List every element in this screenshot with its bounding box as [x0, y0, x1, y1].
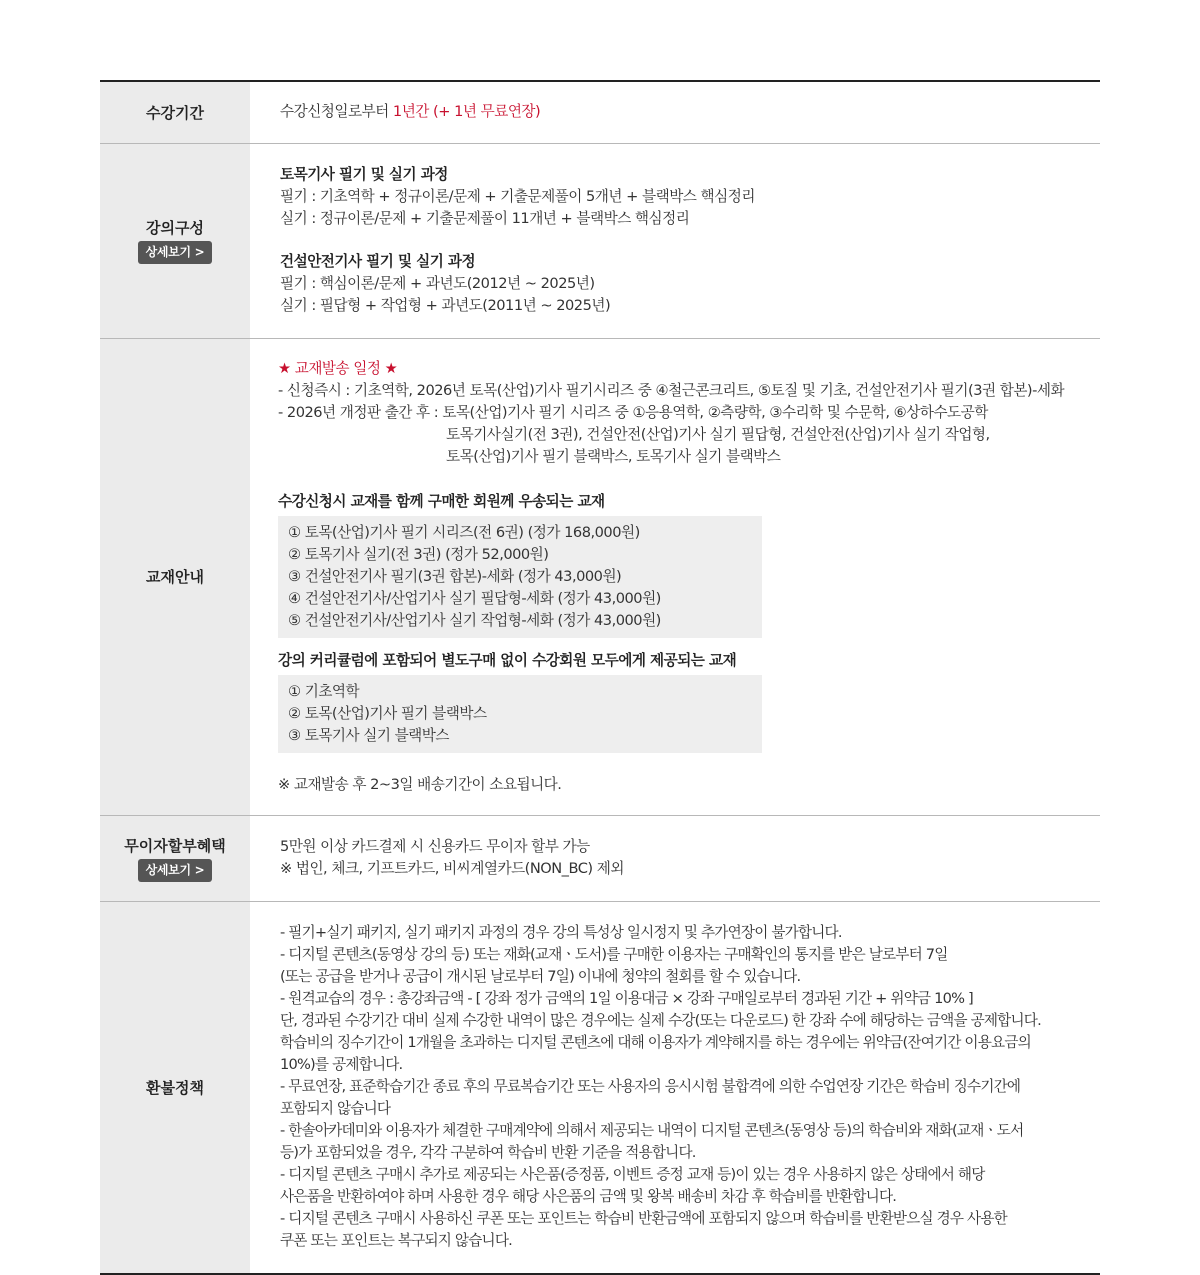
installment-row [100, 815, 1100, 901]
refund-line: - 필기+실기 패키지, 실기 패키지 과정의 경우 강의 특성상 일시정지 및 추가연장이 불가합니다. [280, 924, 842, 942]
paid-textbook-title: 수강신청시 교재를 함께 구매한 회원께 우송되는 교재 [278, 492, 605, 510]
period-content [250, 81, 1100, 143]
paid-textbook-box [278, 516, 762, 638]
textbook-row [100, 338, 1100, 815]
refund-header-label: 환불정책 [146, 1078, 204, 1097]
period-header [100, 81, 250, 143]
refund-content [250, 901, 1100, 1274]
installment-header [100, 815, 250, 901]
refund-line: 사은품을 반환하여야 하며 사용한 경우 해당 사은품의 금액 및 왕복 배송비 차감 후 학습비를 반환합니다. [280, 1188, 897, 1206]
refund-line: 포함되지 않습니다 [280, 1100, 391, 1118]
paid-textbook-item: ④ 건설안전기사/산업기사 실기 필답형-세화 (정가 43,000원) [288, 589, 661, 607]
course-info-table [100, 80, 1100, 1275]
course2-line: 필기 : 핵심이론/문제 + 과년도(2012년 ~ 2025년) [280, 275, 595, 292]
refund-line: 쿠폰 또는 포인트는 복구되지 않습니다. [280, 1232, 512, 1250]
refund-line: 학습비의 징수기간이 1개월을 초과하는 디지털 콘텐츠에 대해 이용자가 계약해지를 하는 경우에는 위약금(잔여기간 이용요금의 [280, 1034, 1031, 1052]
schedule-line: - 신청즉시 : 기초역학, 2026년 토목(산업)기사 필기시리즈 중 ④철근콘크리트, ⑤토질 및 기초, 건설안전기사 필기(3권 합본)-세화 [278, 381, 1065, 399]
refund-line: - 디지털 콘텐츠(동영상 강의 등) 또는 재화(교재ㆍ도서)를 구매한 이용자는 구매확인의 통지를 받은 날로부터 7일 [280, 946, 948, 964]
period-text: 수강신청일로부터 [280, 103, 393, 121]
course-info [100, 80, 1100, 1275]
refund-line: 등)가 포함되었을 경우, 각각 구분하여 학습비 반환 기준을 적용합니다. [280, 1144, 696, 1162]
lecture-header [100, 143, 250, 338]
course1-line: 실기 : 정규이론/문제 + 기출문제풀이 11개년 + 블랙박스 핵심정리 [280, 210, 690, 227]
installment-line: ※ 법인, 체크, 기프트카드, 비씨계열카드(NON_BC) 제외 [280, 860, 624, 877]
shipping-note: ※ 교재발송 후 2~3일 배송기간이 소요됩니다. [278, 775, 562, 793]
paid-textbook-item: ② 토목기사 실기(전 3권) (정가 52,000원) [288, 545, 549, 563]
textbook-header [100, 338, 250, 815]
paid-textbook-item: ① 토목(산업)기사 필기 시리즈(전 6권) (정가 168,000원) [288, 523, 640, 541]
paid-textbook-item: ③ 건설안전기사 필기(3권 합본)-세화 (정가 43,000원) [288, 567, 622, 585]
free-textbook-item: ① 기초역학 [288, 682, 360, 700]
lecture-content [250, 143, 1100, 338]
refund-line: - 무료연장, 표준학습기간 종료 후의 무료복습기간 또는 사용자의 응시시험 불합격에 의한 수업연장 기간은 학습비 징수기간에 [280, 1078, 1021, 1096]
course2-line: 실기 : 필답형 + 작업형 + 과년도(2011년 ~ 2025년) [280, 297, 611, 314]
textbook-content [250, 338, 1100, 815]
course1-title: 토목기사 필기 및 실기 과정 [280, 166, 448, 183]
schedule-title: ★ 교재발송 일정 ★ [278, 359, 398, 377]
period-highlight: 1년간 (+ 1년 무료연장) [392, 103, 541, 121]
installment-header-label: 무이자할부혜택 [124, 836, 226, 855]
lecture-row [100, 143, 1100, 338]
refund-line: (또는 공급을 받거나 공급이 개시된 날로부터 7일) 이내에 청약의 철회를 할 수 있습니다. [280, 968, 801, 986]
lecture-header-label: 강의구성 [146, 219, 204, 237]
refund-line: - 디지털 콘텐츠 구매시 추가로 제공되는 사은품(증정품, 이벤트 증정 교재 등)이 있는 경우 사용하지 않은 상태에서 해당 [280, 1166, 985, 1184]
schedule-line: - 2026년 개정판 출간 후 : 토목(산업)기사 필기 시리즈 중 ①응용역학, ②측량학, ③수리학 및 수문학, ⑥상하수도공학 [278, 403, 988, 421]
lecture-detail-button[interactable]: 상세보기 > [138, 241, 213, 264]
refund-line: 단, 경과된 수강기간 대비 실제 수강한 내역이 많은 경우에는 실제 수강(또는 다운로드) 한 강좌 수에 해당하는 금액을 공제합니다. [280, 1012, 1041, 1030]
schedule-indent-line: 토목기사실기(전 3권), 건설안전(산업)기사 실기 필답형, 건설안전(산업)기사 실기 작업형, [446, 425, 990, 443]
paid-textbook-item: ⑤ 건설안전기사/산업기사 실기 작업형-세화 (정가 43,000원) [288, 611, 661, 629]
schedule-indent-line: 토목(산업)기사 필기 블랙박스, 토목기사 실기 블랙박스 [446, 447, 781, 465]
refund-line: - 한솔아카데미와 이용자가 체결한 구매계약에 의해서 제공되는 내역이 디지털 콘텐츠(동영상 등)의 학습비와 재화(교재ㆍ도서 [280, 1122, 1024, 1140]
refund-line: - 디지털 콘텐츠 구매시 사용하신 쿠폰 또는 포인트는 학습비 반환금액에 포함되지 않으며 학습비를 반환받으실 경우 사용한 [280, 1210, 1007, 1228]
period-row [100, 81, 1100, 143]
installment-line: 5만원 이상 카드결제 시 신용카드 무이자 할부 가능 [280, 838, 590, 855]
installment-detail-button[interactable]: 상세보기 > [138, 859, 213, 882]
refund-line: 10%)를 공제합니다. [280, 1056, 403, 1074]
free-textbook-item: ② 토목(산업)기사 필기 블랙박스 [288, 704, 487, 722]
installment-content [250, 815, 1100, 901]
textbook-header-label: 교재안내 [146, 568, 204, 586]
course2-title: 건설안전기사 필기 및 실기 과정 [280, 253, 476, 270]
course1-line: 필기 : 기초역학 + 정규이론/문제 + 기출문제풀이 5개년 + 블랙박스 핵심정리 [280, 188, 755, 205]
refund-line: - 원격교습의 경우 : 총강좌금액 - [ 강좌 정가 금액의 1일 이용대금 × 강좌 구매일로부터 경과된 기간 + 위약금 10% ] [280, 990, 973, 1008]
refund-header [100, 901, 250, 1274]
free-textbook-title: 강의 커리큘럼에 포함되어 별도구매 없이 수강회원 모두에게 제공되는 교재 [278, 651, 737, 669]
free-textbook-item: ③ 토목기사 실기 블랙박스 [288, 726, 449, 744]
free-textbook-box [278, 675, 762, 753]
period-header-label: 수강기간 [146, 103, 204, 122]
refund-row [100, 901, 1100, 1274]
